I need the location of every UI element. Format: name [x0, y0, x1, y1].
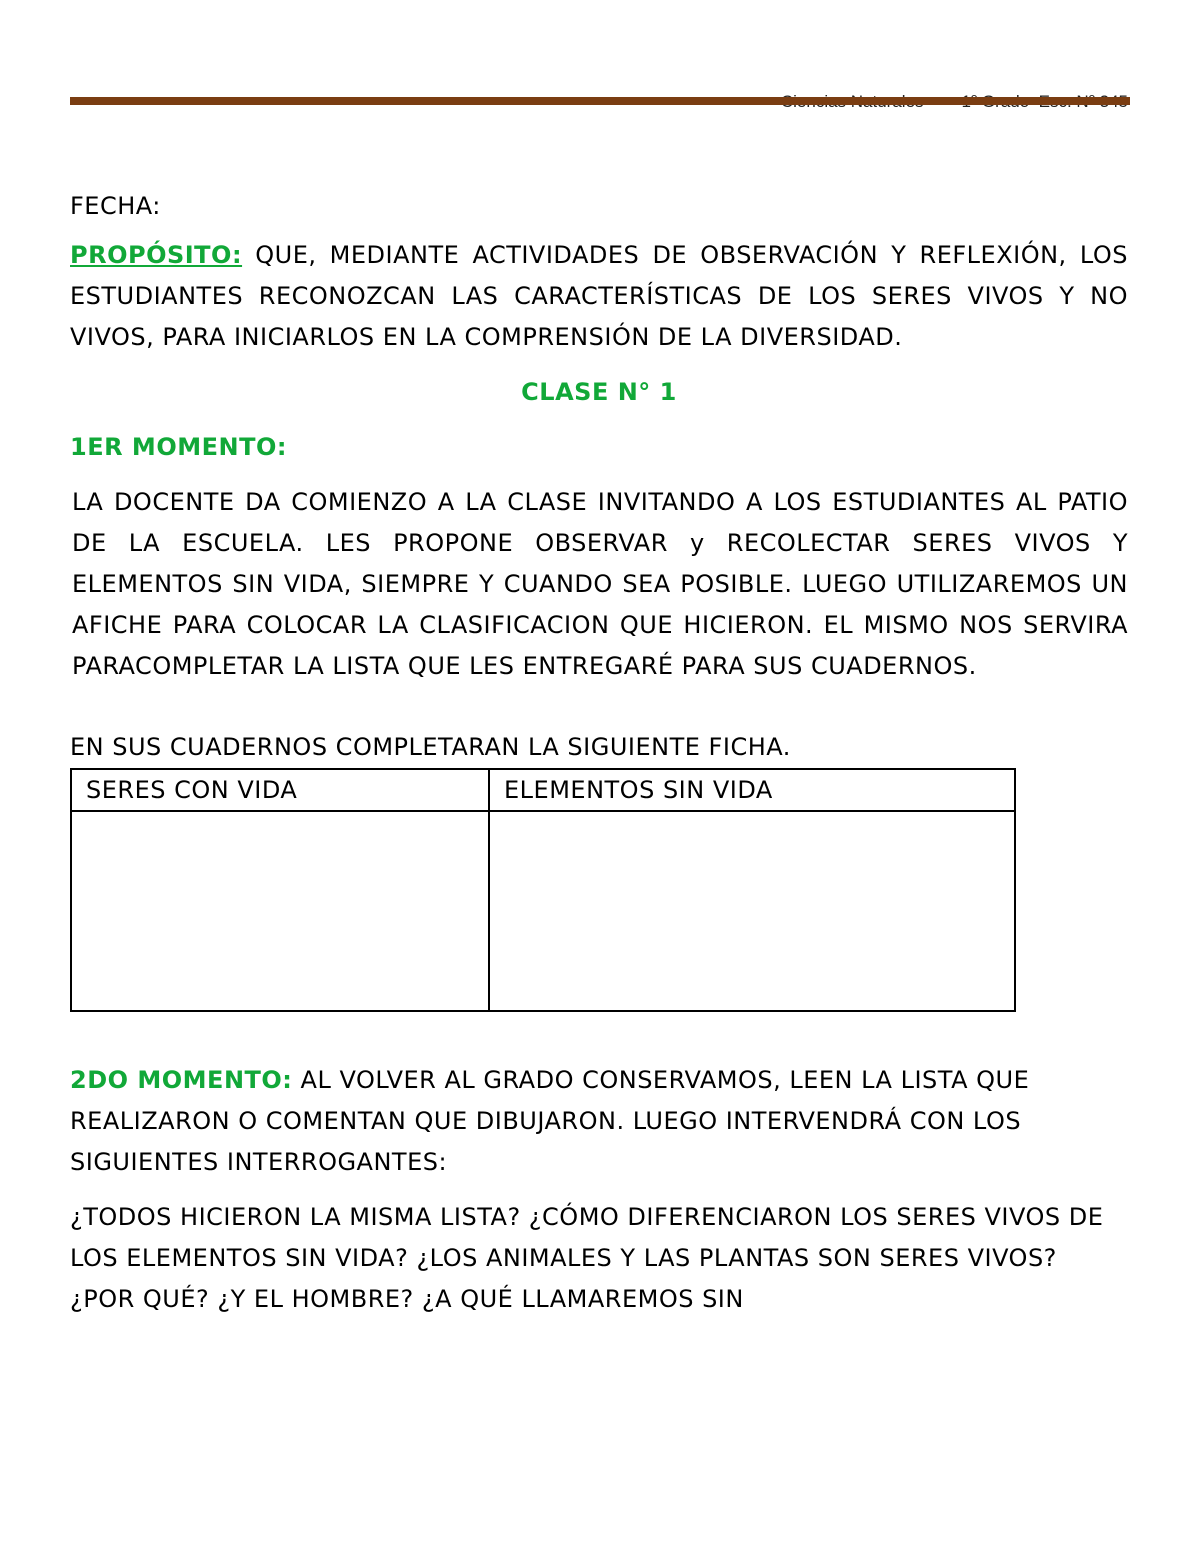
ficha-table [70, 768, 1016, 1012]
proposito-paragraph [70, 235, 1128, 358]
ficha-intro: EN SUS CUADERNOS COMPLETARAN LA SIGUIENTE FICHA. [70, 733, 791, 761]
ficha-cell-elementos-sin-vida [489, 811, 1015, 1011]
fecha-label: FECHA: [70, 192, 161, 220]
momento1-title: 1ER MOMENTO: [70, 433, 287, 461]
ficha-cell-seres-con-vida [71, 811, 489, 1011]
ficha-header-seres-con-vida: SERES CON VIDA [71, 769, 489, 811]
ficha-header-elementos-sin-vida: ELEMENTOS SIN VIDA [489, 769, 1015, 811]
ficha-body-row [71, 811, 1015, 1011]
page-header [771, 72, 1128, 112]
proposito-text: QUE, MEDIANTE ACTIVIDADES DE OBSERVACIÓN Y REFLEXIÓN, LOS ESTUDIANTES RECONOZCAN LAS CARACTERÍSTICAS DE LOS SERES VIVOS Y NO VIVOS, PARA INICIARLOS EN LA COMPRENSIÓN DE LA DIVERSIDAD. [70, 241, 1128, 351]
momento1-text: LA DOCENTE DA COMIENZO A LA CLASE INVITANDO A LOS ESTUDIANTES AL PATIO DE LA ESCUELA. LES PROPONE OBSERVAR y RECOLECTAR SERES VIVOS Y ELEMENTOS SIN VIDA, SIEMPRE Y CUANDO SEA POSIBLE. LUEGO UTILIZAREMOS UN AFICHE PARA COLOCAR LA CLASIFICACION QUE HICIERON. EL MISMO NOS SERVIRA PARACOMPLETAR LA LISTA QUE LES ENTREGARÉ PARA SUS CUADERNOS. [72, 488, 1128, 680]
momento2-questions: ¿TODOS HICIERON LA MISMA LISTA? ¿CÓMO DIFERENCIARON LOS SERES VIVOS DE LOS ELEMENTOS SIN VIDA? ¿LOS ANIMALES Y LAS PLANTAS SON SERES VIVOS? ¿POR QUÉ? ¿Y EL HOMBRE? ¿A QUÉ LLAMAREMOS SIN [70, 1203, 1104, 1313]
document-body [70, 186, 1128, 1320]
momento2-paragraph [70, 1060, 1128, 1183]
momento2-title: 2DO MOMENTO: [70, 1066, 293, 1094]
proposito-label: PROPÓSITO: [70, 241, 243, 269]
ficha-header-row [71, 769, 1015, 811]
momento2-text: AL VOLVER AL GRADO CONSERVAMOS, LEEN LA LISTA QUE REALIZARON O COMENTAN QUE DIBUJARON. LUEGO INTERVENDRÁ CON LOS SIGUIENTES INTERROGANTES: [70, 1066, 1030, 1176]
clase-title: CLASE N° 1 [521, 378, 677, 406]
header-rule [70, 97, 1130, 105]
